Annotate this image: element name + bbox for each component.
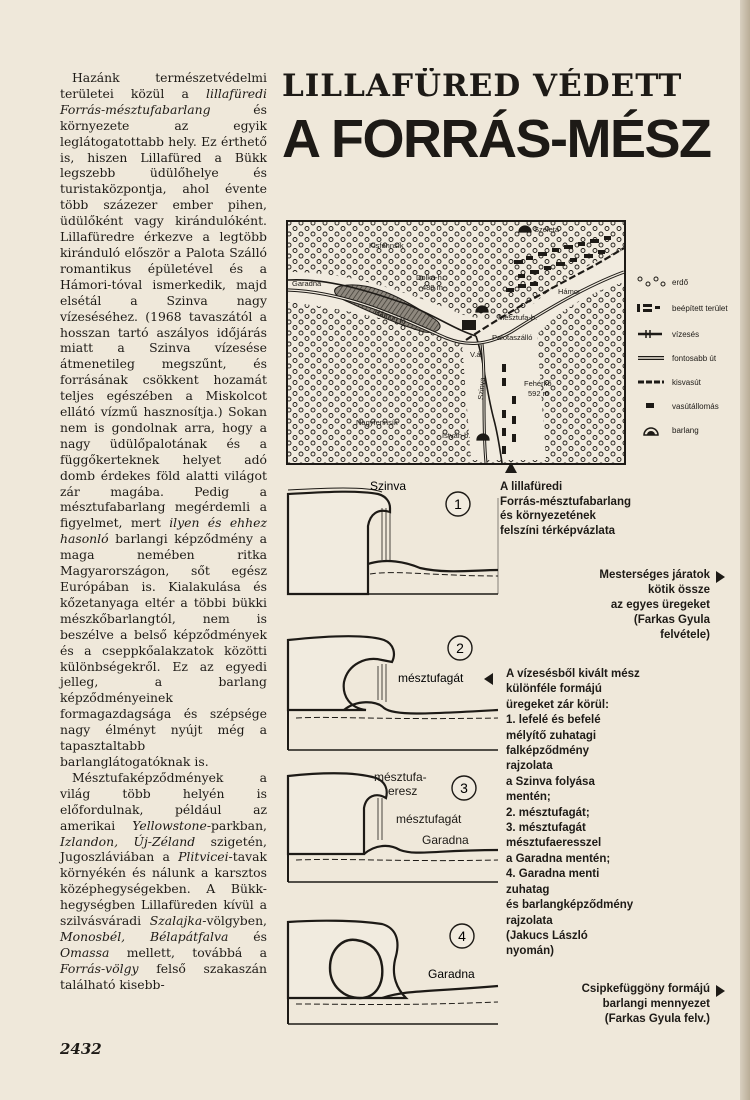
map-label-kisfennsik: Kisfennsík (369, 241, 404, 250)
fig2-label: mésztufagát (398, 671, 464, 685)
text-run: mellett, továbbá a (109, 944, 267, 960)
fig3-label-eaves-1: mésztufa- (374, 770, 427, 784)
text-run: és (228, 928, 267, 944)
caption-line: a Garadna mentén; (506, 852, 611, 865)
italic-run: ilyen és ehhez hasonló (60, 515, 267, 547)
cave-symbol-icon (636, 421, 672, 439)
fig3-label-river: Garadna (422, 833, 469, 847)
caption-line: 3. mésztufagát (506, 822, 586, 835)
figure-number: 1 (454, 496, 462, 512)
legend-item (636, 346, 742, 370)
legend-label: vízesés (672, 329, 700, 339)
legend-label: beépített terület (672, 303, 728, 313)
fig3-label-dam: mésztufagát (396, 812, 462, 826)
map-label-hamori-to: Hámori tó (373, 307, 408, 326)
caption-line: üregeket zár körül: (506, 698, 609, 711)
photo-caption-ceiling (500, 982, 710, 1027)
caption-line: és barlangképződmény (506, 899, 634, 912)
legend-item (636, 322, 742, 346)
text-run: -völgyben, (202, 913, 267, 929)
caption-line: különféle formájú (506, 683, 602, 696)
italic-run: Szalajka (149, 913, 203, 929)
map-label-va: V.á. (470, 350, 483, 359)
legend-item (636, 270, 742, 294)
fig1-label: Szinva (370, 479, 407, 493)
main-road-symbol-icon (636, 349, 672, 367)
map-label-istvan: István b. (442, 431, 471, 440)
caption-line: (Farkas Gyula felv.) (604, 1013, 710, 1025)
text-run: -tavak környékén és nálunk a karsztos középhegységekben. A Bükk-hegységben Lillafüreden kívül a szilvásváradi (60, 849, 267, 929)
text-run: szigetén, Jugoszláviában a (60, 833, 267, 865)
caption-line: A lillafüredi (500, 481, 563, 493)
caption-line: zuhatag (506, 883, 550, 896)
caption-line: a Szinva folyása (506, 775, 595, 788)
italic-run: Monosbél, Bélapátfalva (60, 928, 229, 944)
legend-label: vasútállomás (672, 401, 719, 411)
caption-line: 1. lefelé és befelé (506, 714, 601, 727)
cross-section-figure-1 (286, 478, 501, 596)
map-label-feherko: Fehérkő (524, 379, 552, 388)
map-label-garadna: Garadna (292, 279, 322, 288)
fig4-label: Garadna (428, 967, 475, 981)
map-label-szeleta: Szeleta (534, 225, 560, 234)
text-run: barlangi képződmény a maga nemében ritka Magyarországon, sőt egész Európában is. Kialakulása és kőzetanyaga eltér a többi bükki mészkőbarlangtól, nem is beszélve a belső képződmények és a cseppkőalakzatok közötti különbségekről. Ez az egyedi jelleg, a barlang képződményeinek formagazdagsága és szépsége nagy élményt nyújt még a tapasztaltabb barlanglátogatóknak is. (60, 531, 267, 769)
italic-run: Izlandon, Új-Zéland (60, 833, 196, 849)
caption-line: (Jakucs László (506, 929, 588, 942)
text-run: és környezete az egyik leglátogatottabb hely. Ez érthető is, hiszen Lillafüred a Bükk legszebb üdülőhelye és turistaközpontja, ahol évente több százezer ember pihen, üdülőként vagy kirándulóként. Lillafüredre érkezve a legtöbb kiránduló először a Palota Szálló romantikus épületével és a Hámori-tóval ismerkedik, majd elsétál a Szinva nagy vízeséséhez. (1968 tavaszától a hosszan tartó aszályos időjárás miatt a Szinva vízesése átmenetileg megszűnt, és forrásának csökkent hozamát teljes egészében a Miskolcot ellátó vízmű hasznosítja.) Sokan nem is gondolnak arra, hogy a nagy üdülőpalotának és a függőkerteknek helyet adó domb érdekes föld alatti világot zár magába. Pedig a mésztufabarlang megérdemli a figyelmet, mert (60, 101, 267, 531)
caption-line: és környezetének (500, 510, 596, 522)
caption-line: 4. Garadna menti (506, 868, 600, 881)
cross-section-figure-3 (286, 768, 501, 886)
map-label-dolka-alt: 480 m (422, 283, 443, 292)
legend-item (636, 370, 742, 394)
article-paragraph-1 (60, 70, 267, 770)
map-label-feherko-alt: 592 m (528, 389, 549, 398)
caption-line: mésztufaeresszel (506, 837, 602, 850)
caption-line: Forrás-mésztufabarlang (500, 495, 632, 508)
text-run: Mésztufaképződmények a világ több helyén is előfordulnak, például az amerikai (60, 769, 267, 833)
caption-line: (Farkas Gyula (633, 614, 710, 626)
figure-number: 2 (456, 640, 464, 656)
photo-caption-passages (500, 568, 710, 643)
caption-line: kötik össze (648, 584, 710, 596)
map-caption (500, 480, 700, 538)
legend-item (636, 394, 742, 418)
legend-label: barlang (672, 425, 699, 435)
caption-line: felszíni térképvázlata (500, 524, 616, 537)
map-pointer-arrow-icon (505, 462, 517, 473)
caption-line: Csipkefüggöny formájú (581, 983, 710, 995)
italic-run: Yellowstone (132, 817, 207, 833)
italic-run: Forrás-völgy (60, 960, 139, 976)
pointer-right-icon (716, 985, 725, 997)
diagram-caption (506, 667, 736, 960)
caption-line: rajzolata (506, 914, 553, 927)
map-label-nagyfennsik: Nagyfennsík (356, 418, 398, 427)
page-spine-shadow (740, 0, 750, 1100)
caption-line: barlangi mennyezet (602, 998, 710, 1010)
caption-line: A vízesésből kivált mész (506, 668, 640, 680)
legend-item (636, 418, 742, 442)
cross-section-figure-4 (286, 916, 501, 1028)
headline-line-1: LILLAFÜRED VÉDETT (282, 68, 683, 104)
article-paragraph-2 (60, 770, 267, 993)
pointer-right-icon (716, 571, 725, 583)
legend-item (636, 294, 742, 322)
fig3-label-eaves-2: eresz (388, 784, 418, 798)
pointer-left-icon (484, 673, 493, 685)
caption-line: Mesterséges járatok (599, 569, 710, 581)
map-label-szinva: Szinva (476, 376, 487, 401)
caption-line: mentén; (506, 791, 551, 804)
map-label-palotaszallo: Palotaszálló (492, 333, 533, 342)
map-label-hamor: Hámor (558, 287, 581, 296)
map-label-dolka: Dolka-h. (416, 273, 444, 282)
narrow-gauge-rail-symbol-icon (636, 373, 672, 391)
caption-line: mélyítő zuhatagi (506, 729, 597, 742)
article-body (60, 70, 267, 993)
caption-line: nyomán) (506, 945, 554, 958)
caption-line: rajzolata (506, 760, 553, 773)
forest-symbol-icon (636, 273, 672, 291)
figure-number: 4 (458, 928, 466, 944)
figure-number: 3 (460, 780, 468, 796)
italic-run: Omassa (60, 944, 110, 960)
page-number: 2432 (60, 1040, 102, 1058)
waterfall-symbol-icon (636, 325, 672, 343)
italic-run: Plitvicei (178, 849, 229, 865)
legend-label: erdő (672, 277, 689, 287)
text-run: Hazánk természetvédelmi területei közül a (60, 70, 267, 101)
cross-section-figure-2 (286, 630, 501, 752)
text-run: -parkban, (206, 817, 267, 833)
caption-line: az egyes üregeket (610, 599, 710, 611)
caption-line: 2. mésztufagát; (506, 806, 590, 819)
area-map (286, 220, 626, 465)
legend-label: kisvasút (672, 377, 701, 387)
caption-line: falképződmény (506, 745, 590, 758)
station-symbol-icon (636, 397, 672, 415)
headline-line-2: A FORRÁS-MÉSZ (282, 109, 711, 169)
text-run: felső szakaszán található kisebb- (60, 960, 267, 992)
legend-label: fontosabb út (672, 353, 717, 363)
italic-run: lillafüredi Forrás-mésztufabarlang (60, 85, 267, 117)
caption-line: felvétele) (660, 629, 710, 641)
map-legend (636, 270, 742, 442)
built-area-symbol-icon (636, 299, 672, 317)
map-label-mesztufa: Mésztufa-b. (498, 313, 538, 322)
